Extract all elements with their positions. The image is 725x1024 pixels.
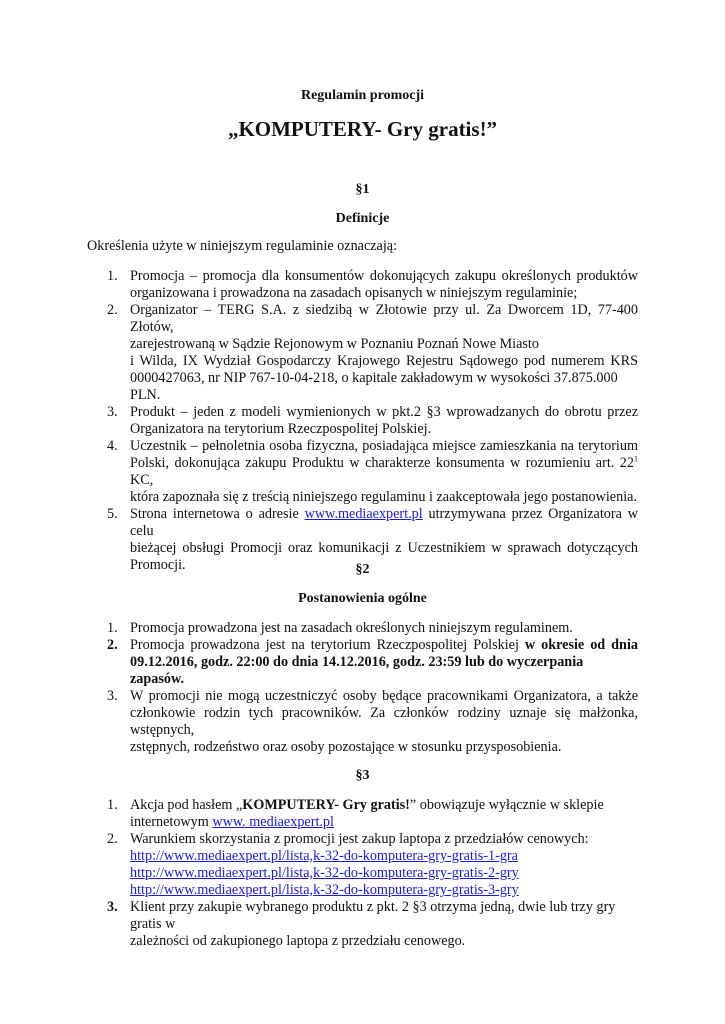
item-number: 1. <box>107 797 118 813</box>
item-text <box>130 455 638 489</box>
item-text: Uczestnik – pełnoletnia osoba fizyczna, posiadająca miejsce zamieszkania na terytorium <box>130 438 638 454</box>
item-text-part: utrzymywana przez Organizatora w celu <box>130 506 638 539</box>
item-text: Organizatora na terytorium Rzeczpospolitej Polskiej. <box>130 421 432 437</box>
item-text: Klient przy zakupie wybranego produktu z pkt. 2 §3 otrzyma jedną, dwie lub trzy gry gratis w <box>130 899 616 932</box>
list-item <box>107 637 638 688</box>
item-number: 1. <box>107 268 118 284</box>
mediaexpert-link[interactable]: www. mediaexpert.pl <box>212 814 334 830</box>
list-item <box>107 688 638 756</box>
promo-name: KOMPUTERY- Gry gratis! <box>242 797 410 813</box>
section-3-number: §3 <box>355 768 370 783</box>
item-text-part: Promocja prowadzona jest na terytorium Rzeczpospolitej Polskiej <box>130 637 525 653</box>
item-text <box>130 814 638 831</box>
item-number: 3. <box>107 404 118 420</box>
item-text-part: KC, <box>130 472 154 488</box>
section-1-heading: Definicje <box>335 211 390 226</box>
item-text-part: ” obowiązuje wyłącznie w sklepie <box>409 797 604 813</box>
item-text-part: Akcja pod hasłem „ <box>130 797 243 813</box>
list-item <box>107 620 638 637</box>
item-text: Produkt – jeden z modeli wymienionych w pkt.2 §3 wprowadzanych do obrotu przez <box>130 404 638 420</box>
price-range-link-2-games[interactable]: http://www.mediaexpert.pl/lista,k-32-do-komputera-gry-gratis-2-gry <box>130 865 519 881</box>
item-text: i Wilda, IX Wydział Gospodarczy Krajowego Rejestru Sądowego pod numerem KRS <box>130 353 638 369</box>
item-number: 3. <box>107 688 118 704</box>
list-item <box>107 438 638 506</box>
item-text: Promocja – promocja dla konsumentów dokonujących zakupu określonych produktów <box>130 268 638 284</box>
item-text-part: internetowym <box>130 814 213 830</box>
list-item <box>107 268 638 302</box>
item-text: zarejestrowaną w Sądzie Rejonowym w Poznaniu Poznań Nowe Miasto <box>130 336 539 352</box>
item-text-part: Strona internetowa o adresie <box>130 506 305 522</box>
item-text-part: Polski, dokonująca zakupu Produktu w charakterze konsumenta w rozumieniu art. 22 <box>130 455 634 471</box>
list-item <box>107 899 638 950</box>
item-text: Promocja prowadzona jest na zasadach określonych niniejszym regulaminem. <box>130 620 573 636</box>
superscript: 1 <box>634 454 638 464</box>
item-number: 5. <box>107 506 118 522</box>
section-3-list <box>107 797 638 950</box>
item-number: 2. <box>107 302 118 318</box>
item-text: 0000427063, nr NIP 767-10-04-218, o kapitale zakładowym w wysokości 37.875.000 PLN. <box>130 370 618 403</box>
item-text <box>130 637 638 654</box>
list-item <box>107 404 638 438</box>
price-range-link-1-game[interactable]: http://www.mediaexpert.pl/lista,k-32-do-komputera-gry-gratis-1-gra <box>130 848 518 864</box>
item-number: 2. <box>107 831 118 847</box>
list-item <box>107 797 638 831</box>
item-text: zależności od zakupionego laptopa z przedziału cenowego. <box>130 933 466 949</box>
item-text: W promocji nie mogą uczestniczyć osoby będące pracownikami Organizatora, a także <box>130 688 638 704</box>
section-2-list <box>107 620 638 756</box>
section-1-number: §1 <box>355 182 370 197</box>
item-text <box>130 797 638 814</box>
item-text: członkowie rodzin tych pracowników. Za członków rodziny uznaje się małżonka, wstępnych, <box>130 705 638 738</box>
section-1-list <box>107 268 638 574</box>
item-text: zstępnych, rodzeństwo oraz osoby pozostające w stosunku przysposobienia. <box>130 739 562 755</box>
document-title: „KOMPUTERY- Gry gratis!” <box>227 117 498 141</box>
price-range-link-3-games[interactable]: http://www.mediaexpert.pl/lista,k-32-do-komputera-gry-gratis-3-gry <box>130 882 519 898</box>
document-subtitle: Regulamin promocji <box>300 88 424 103</box>
item-text: która zapoznała się z treścią niniejszego regulaminu i zaakceptowała jego postanowienia. <box>130 489 637 505</box>
item-text <box>130 506 638 540</box>
section-1-intro: Określenia użyte w niniejszym regulaminie oznaczają: <box>87 238 398 254</box>
item-text: Organizator – TERG S.A. z siedzibą w Złotowie przy ul. Za Dworcem 1D, 77-400 Złotów, <box>130 302 638 335</box>
section-2-number: §2 <box>355 562 370 577</box>
mediaexpert-link[interactable]: www.mediaexpert.pl <box>304 506 423 522</box>
list-item <box>107 302 638 404</box>
section-2-heading: Postanowienia ogólne <box>298 591 427 606</box>
item-text: bieżącej obsługi Promocji oraz komunikacji z Uczestnikiem w sprawach dotyczących <box>130 540 638 556</box>
item-number: 4. <box>107 438 118 454</box>
promo-period-dates: 09.12.2016, godz. 22:00 do dnia 14.12.2016, godz. 23:59 lub do wyczerpania zapasów. <box>130 654 584 687</box>
item-number: 1. <box>107 620 118 636</box>
promo-period: w okresie od dnia <box>524 637 638 653</box>
item-text: Warunkiem skorzystania z promocji jest zakup laptopa z przedziałów cenowych: <box>130 831 589 847</box>
item-text: Promocji. <box>130 557 186 573</box>
item-number: 3. <box>107 899 118 915</box>
list-item <box>107 831 638 899</box>
item-number: 2. <box>107 637 118 653</box>
item-text: organizowana i prowadzona na zasadach opisanych w niniejszym regulaminie; <box>130 285 578 301</box>
